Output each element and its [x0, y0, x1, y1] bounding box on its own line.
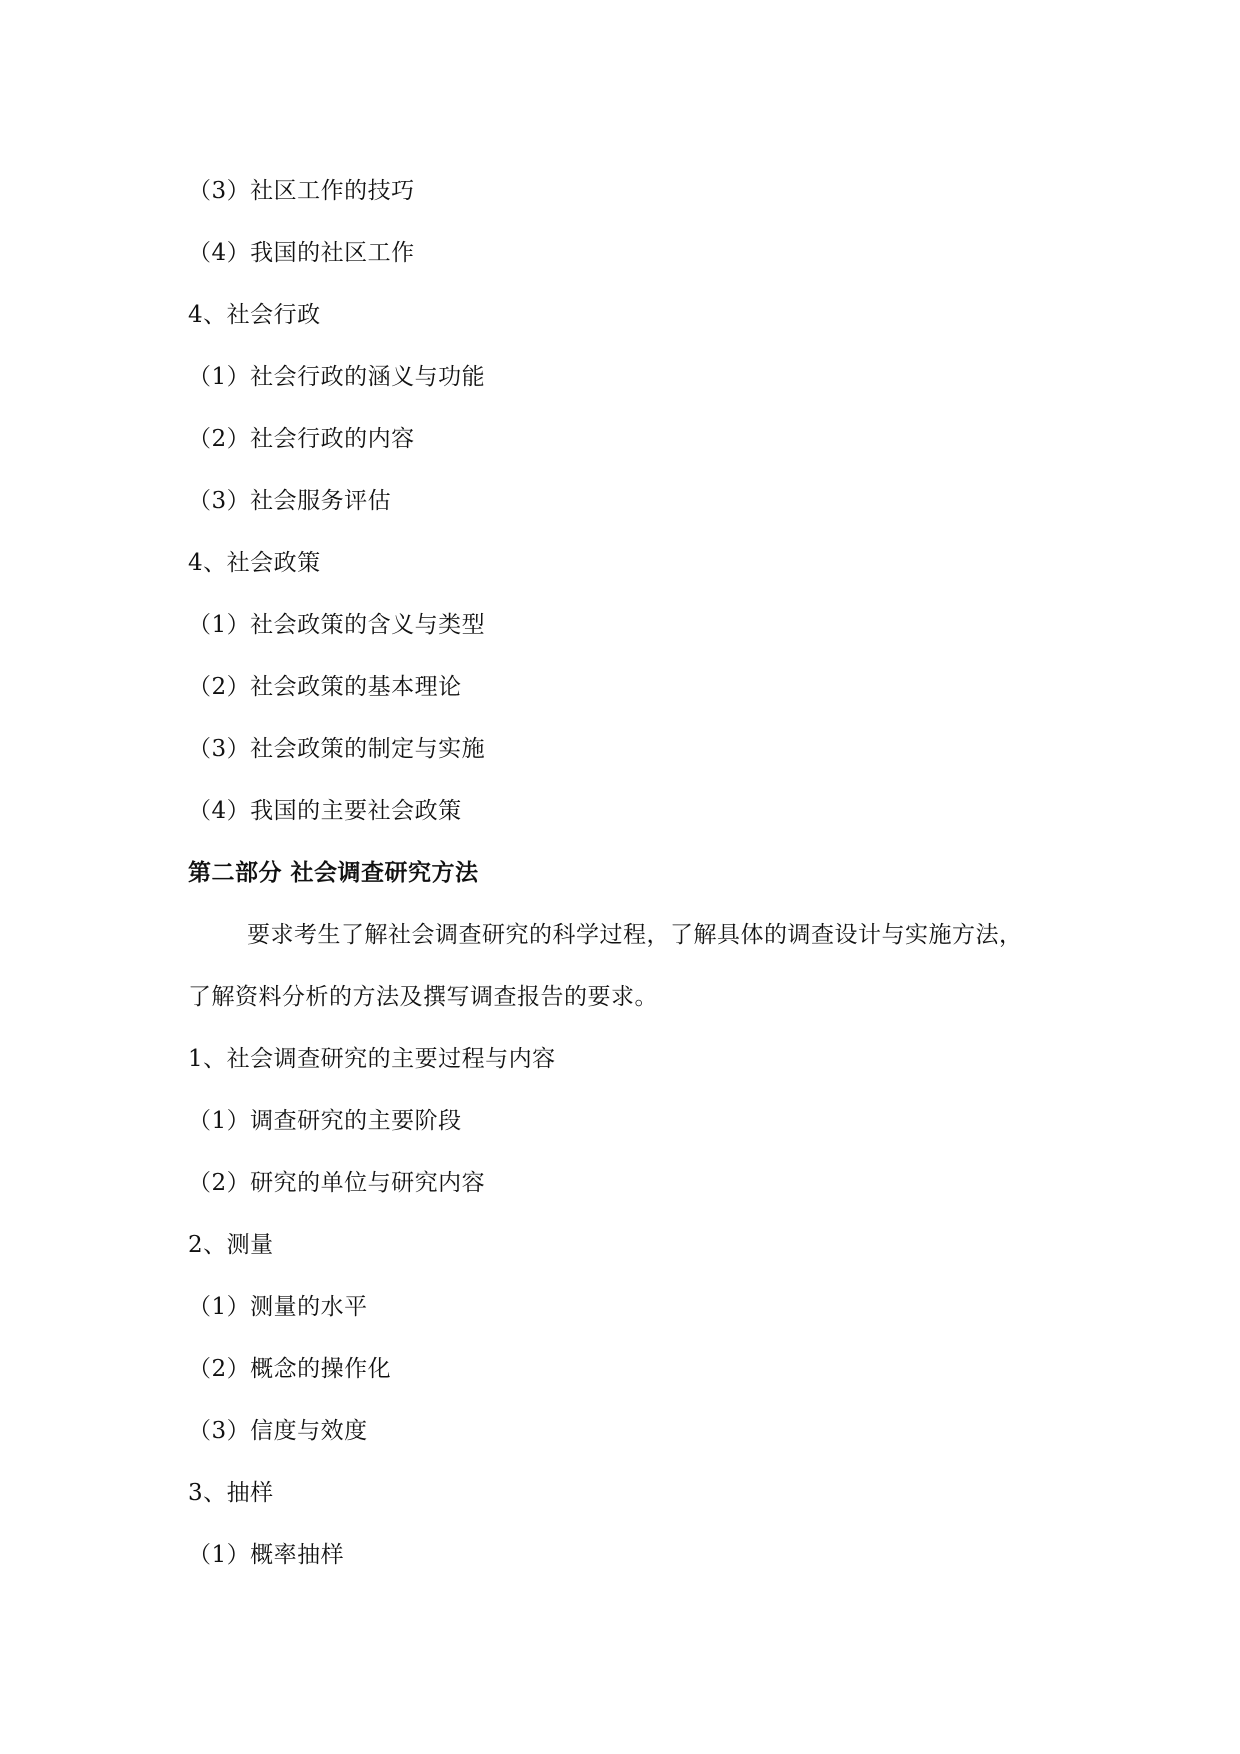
outline-subitem: （3）社会服务评估 [188, 488, 392, 514]
outline-item: 4、社会行政 [188, 302, 321, 328]
outline-subitem: （1）概率抽样 [188, 1542, 345, 1568]
paragraph-line: 了解资料分析的方法及撰写调查报告的要求。 [188, 984, 658, 1010]
outline-subitem: （4）我国的主要社会政策 [188, 798, 462, 824]
outline-item: 3、抽样 [188, 1480, 274, 1506]
outline-subitem: （1）测量的水平 [188, 1294, 368, 1320]
outline-subitem: （2）社会政策的基本理论 [188, 674, 462, 700]
outline-subitem: （2）研究的单位与研究内容 [188, 1170, 486, 1196]
outline-subitem: （1）社会政策的含义与类型 [188, 612, 486, 638]
outline-subitem: （4）我国的社区工作 [188, 240, 415, 266]
outline-subitem: （3）信度与效度 [188, 1418, 368, 1444]
outline-item: 1、社会调查研究的主要过程与内容 [188, 1046, 556, 1072]
outline-subitem: （1）调查研究的主要阶段 [188, 1108, 462, 1134]
outline-subitem: （2）社会行政的内容 [188, 426, 415, 452]
outline-item: 4、社会政策 [188, 550, 321, 576]
paragraph-line: 要求考生了解社会调查研究的科学过程，了解具体的调查设计与实施方法， [247, 922, 1023, 948]
outline-subitem: （2）概念的操作化 [188, 1356, 392, 1382]
outline-subitem: （3）社会政策的制定与实施 [188, 736, 486, 762]
section-heading: 第二部分 社会调查研究方法 [188, 859, 479, 886]
outline-subitem: （1）社会行政的涵义与功能 [188, 364, 486, 390]
outline-item: 2、测量 [188, 1232, 274, 1258]
outline-subitem: （3）社区工作的技巧 [188, 178, 415, 204]
